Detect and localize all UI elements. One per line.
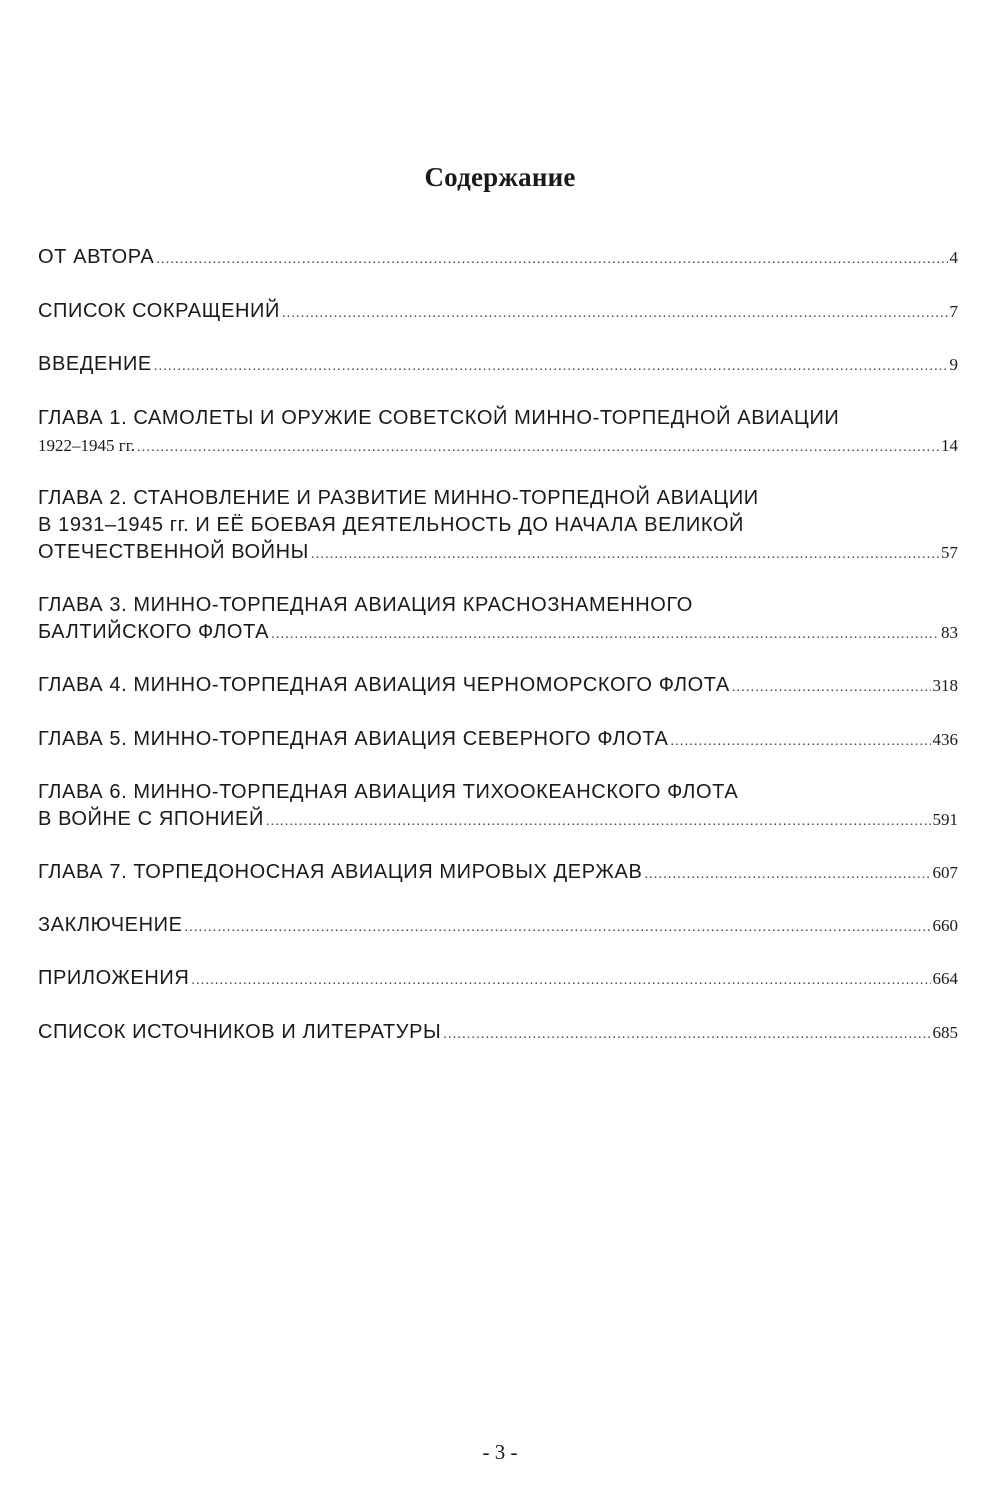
toc-entry-label: ЗАКЛЮЧЕНИЕ — [38, 914, 183, 936]
dot-leader — [191, 967, 930, 994]
dot-leader — [670, 728, 930, 755]
toc-entry-introduction[interactable] — [38, 351, 958, 380]
toc-entry-chapter-3[interactable] — [38, 592, 958, 648]
dot-leader — [443, 1021, 930, 1048]
toc-entry-chapter-1[interactable] — [38, 405, 958, 461]
toc-entry-label: БАЛТИЙСКОГО ФЛОТА — [38, 621, 270, 643]
toc-entry-label: ОТЕЧЕСТВЕННОЙ ВОЙНЫ — [38, 541, 309, 563]
toc-entry-label: ПРИЛОЖЕНИЯ — [38, 967, 190, 989]
toc-page-number: 664 — [932, 969, 958, 988]
toc-entry-author[interactable] — [38, 244, 958, 273]
page-title: Содержание — [424, 162, 576, 192]
toc-entry-chapter-4[interactable] — [38, 672, 958, 701]
toc-entry-label: ГЛАВА 1. САМОЛЕТЫ И ОРУЖИЕ СОВЕТСКОЙ МИННО-ТОРПЕДНОЙ АВИАЦИИ — [38, 407, 840, 429]
dot-leader — [156, 246, 947, 273]
toc-page-number: 4 — [949, 248, 958, 267]
toc-page-number: 318 — [932, 676, 958, 695]
toc-entry-label: В 1931–1945 гг. И ЕЁ БОЕВАЯ ДЕЯТЕЛЬНОСТЬ ДО НАЧАЛА ВЕЛИКОЙ — [38, 514, 744, 536]
toc-entry-chapter-6[interactable] — [38, 779, 958, 835]
toc-page-number: 14 — [941, 436, 958, 455]
toc-entry-label: ГЛАВА 5. МИННО-ТОРПЕДНАЯ АВИАЦИЯ СЕВЕРНОГО ФЛОТА — [38, 728, 669, 750]
toc-page-number: 57 — [941, 543, 958, 562]
toc-entry-label: ГЛАВА 7. ТОРПЕДОНОСНАЯ АВИАЦИЯ МИРОВЫХ ДЕРЖАВ — [38, 861, 643, 883]
toc-page-number: 7 — [949, 302, 958, 321]
toc-entry-label: ВВЕДЕНИЕ — [38, 353, 152, 375]
toc-entry-label: ГЛАВА 6. МИННО-ТОРПЕДНАЯ АВИАЦИЯ ТИХООКЕАНСКОГО ФЛОТА — [38, 781, 739, 803]
toc-entry-label: СПИСОК ИСТОЧНИКОВ И ЛИТЕРАТУРЫ — [38, 1021, 442, 1043]
toc-entry-label: ГЛАВА 3. МИННО-ТОРПЕДНАЯ АВИАЦИЯ КРАСНОЗНАМЕННОГО — [38, 594, 693, 616]
toc-page-number: 9 — [949, 355, 958, 374]
dot-leader — [311, 541, 939, 568]
toc-page-number: 607 — [932, 863, 958, 882]
toc-entry-chapter-2[interactable] — [38, 485, 958, 568]
toc-entry-conclusion[interactable] — [38, 912, 958, 941]
toc-page-number: 685 — [932, 1023, 958, 1042]
toc-page-number: 591 — [932, 810, 958, 829]
dot-leader — [154, 353, 948, 380]
toc-entry-label: ГЛАВА 4. МИННО-ТОРПЕДНАЯ АВИАЦИЯ ЧЕРНОМОРСКОГО ФЛОТА — [38, 674, 730, 696]
toc-page-number: 83 — [941, 623, 958, 642]
dot-leader — [732, 674, 931, 701]
toc-entry-sources[interactable] — [38, 1019, 958, 1048]
toc-page-number: 660 — [932, 916, 958, 935]
toc-entry-chapter-7[interactable] — [38, 859, 958, 888]
toc-entry-label: СПИСОК СОКРАЩЕНИЙ — [38, 300, 280, 322]
dot-leader — [137, 434, 939, 461]
page-number-footer: - 3 - — [482, 1440, 518, 1464]
toc-entry-label: В ВОЙНЕ С ЯПОНИЕЙ — [38, 808, 264, 830]
dot-leader — [266, 808, 931, 835]
toc-entry-appendices[interactable] — [38, 965, 958, 994]
toc-entry-abbreviations[interactable] — [38, 298, 958, 327]
dot-leader — [282, 300, 948, 327]
toc-entry-label: ОТ АВТОРА — [38, 246, 155, 268]
toc-entry-label: 1922–1945 гг. — [38, 436, 136, 455]
dot-leader — [644, 861, 930, 888]
toc-page-number: 436 — [932, 730, 958, 749]
dot-leader — [271, 621, 939, 648]
toc-entry-label: ГЛАВА 2. СТАНОВЛЕНИЕ И РАЗВИТИЕ МИННО-ТОРПЕДНОЙ АВИАЦИИ — [38, 487, 759, 509]
dot-leader — [185, 914, 931, 941]
toc-entry-chapter-5[interactable] — [38, 726, 958, 755]
